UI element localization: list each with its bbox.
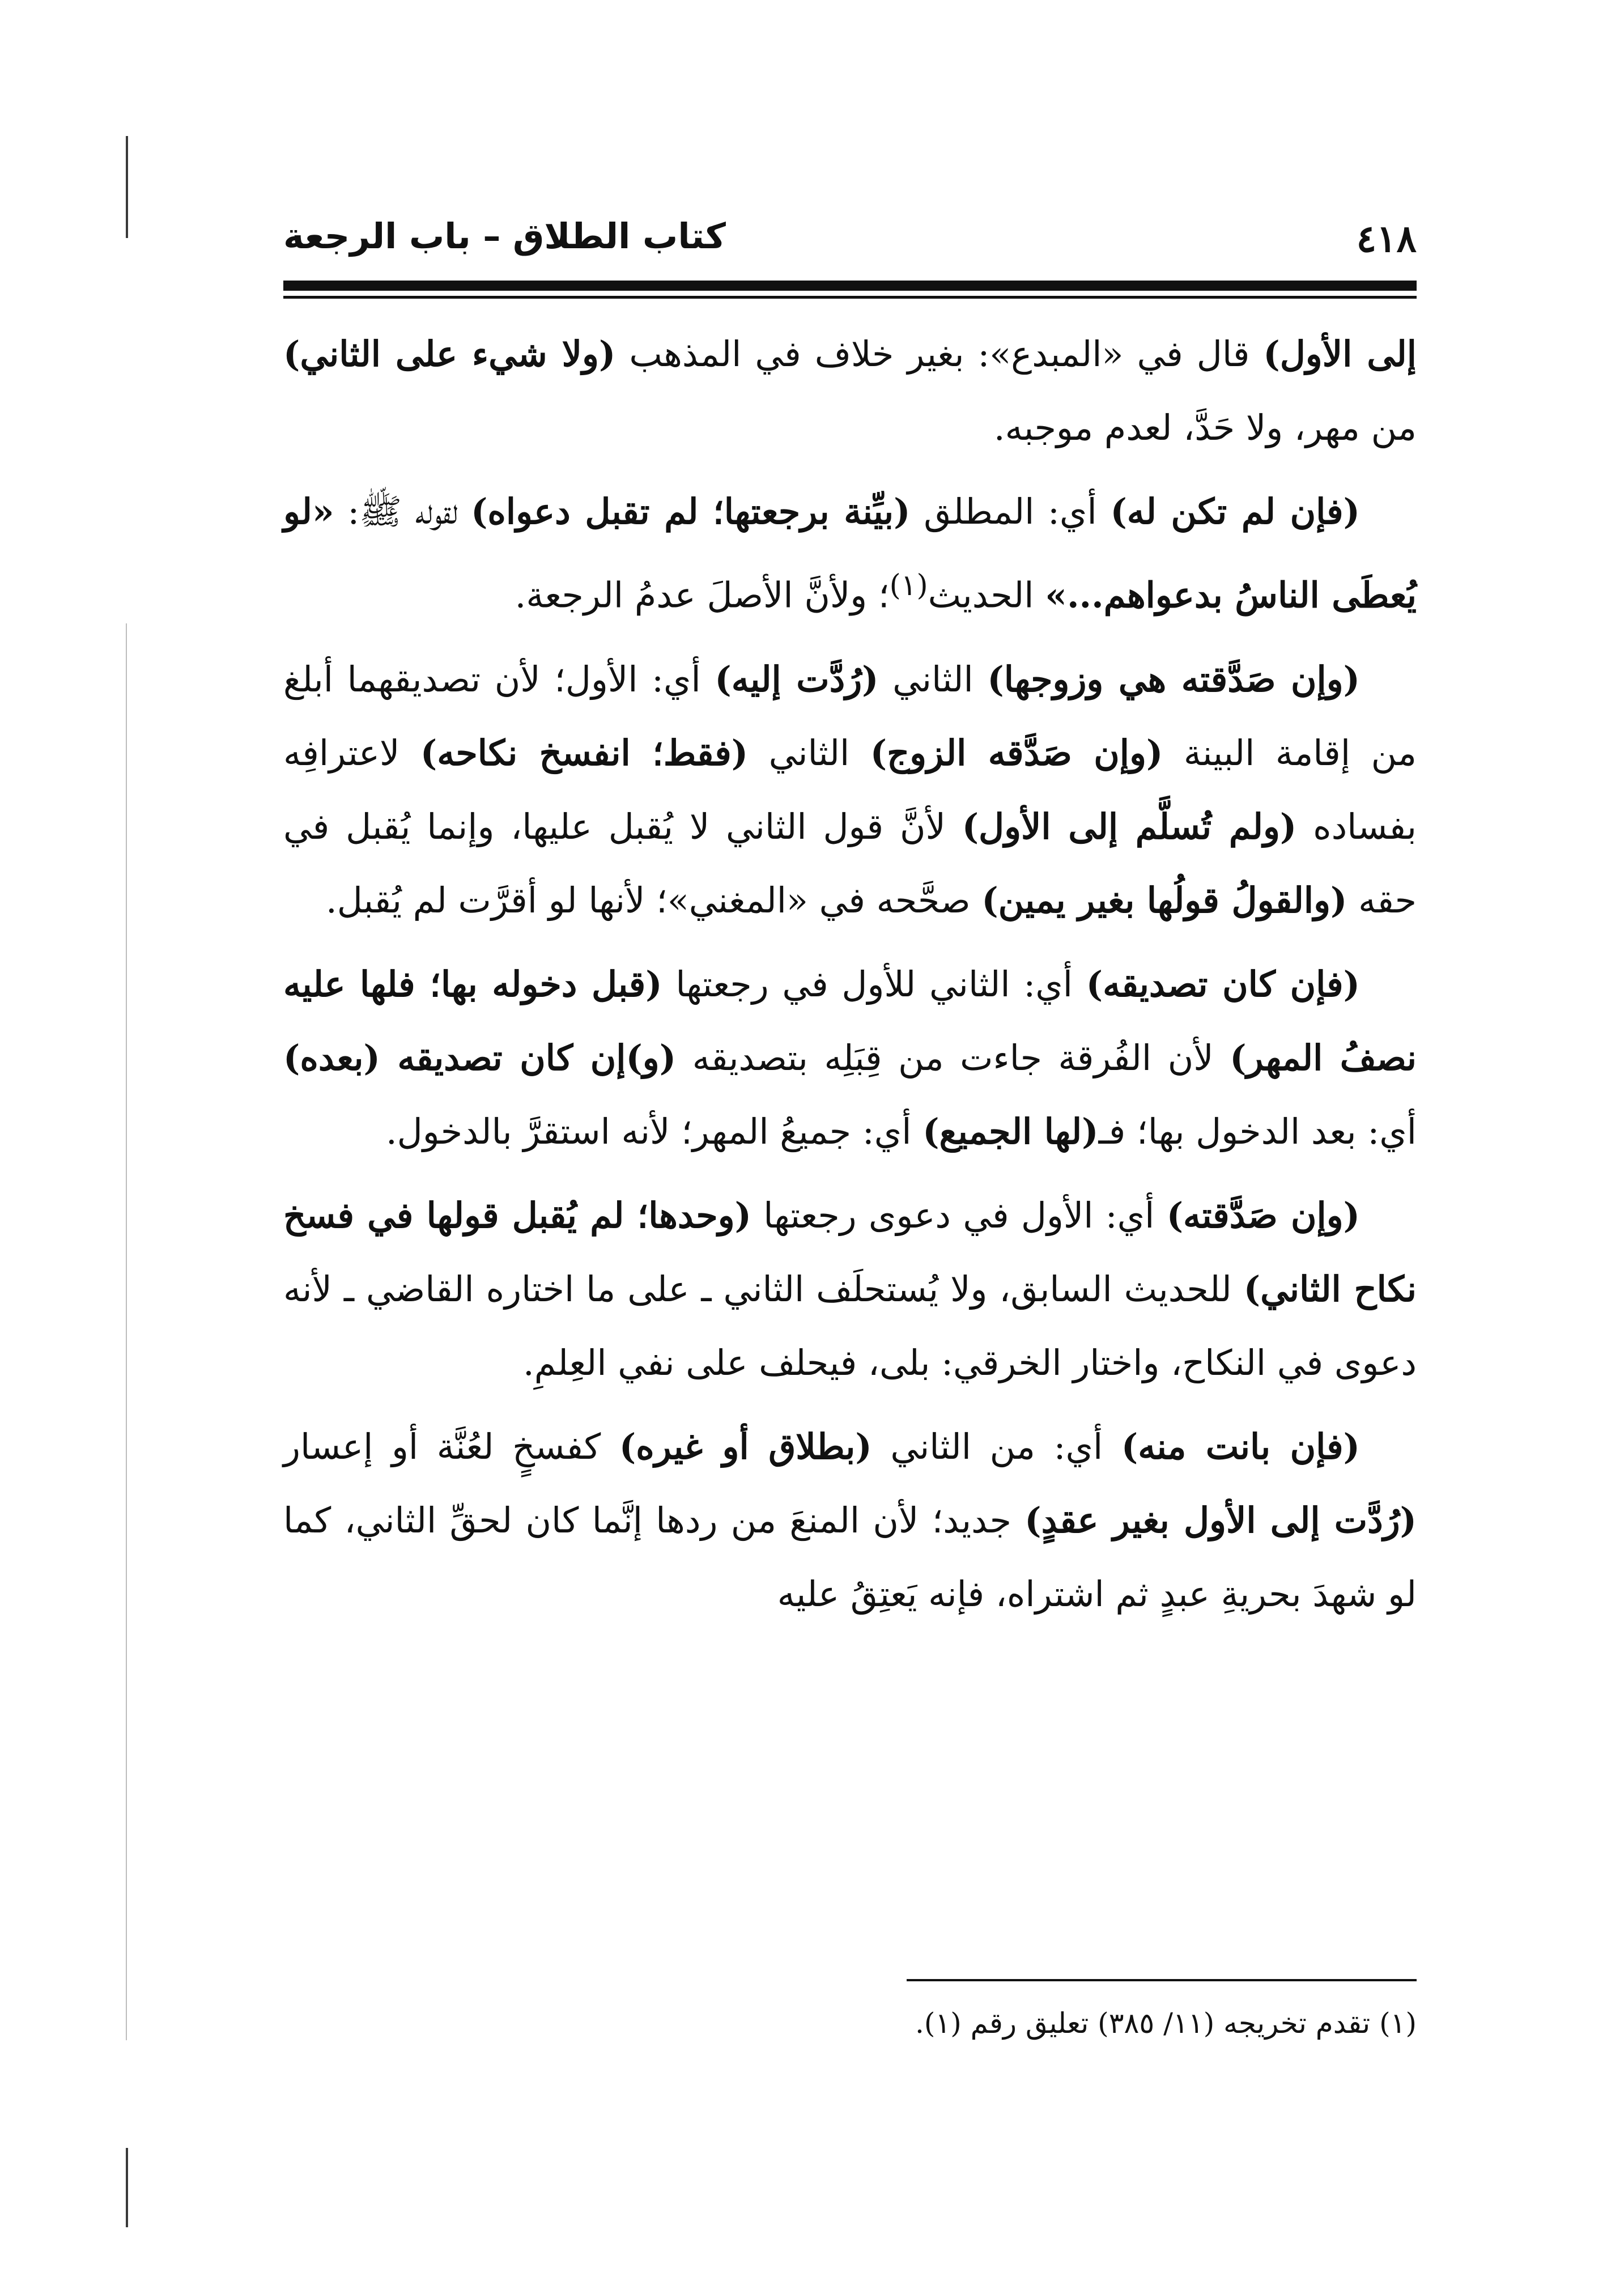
margin-line-bottom: [126, 2148, 128, 2227]
bold-span: (و)إن كان تصديقه (بعده): [283, 1037, 677, 1078]
bold-span: (وإن صَدَّقته): [1166, 1194, 1361, 1236]
paragraph-5: [283, 1179, 1417, 1400]
text-span: أي: الثاني للأول في رجعتها: [662, 963, 1086, 1005]
header-rule-thin: [283, 296, 1417, 299]
text-span: الحديث: [928, 574, 1045, 616]
main-text: [283, 317, 1417, 1641]
bold-span: (قبل دخوله بها؛ فلها عليه نصفُ المهر): [283, 963, 1417, 1078]
bold-span: (بطلاق أو غيره): [619, 1425, 872, 1467]
page-header: [283, 210, 1417, 272]
text-span: لأنَّ قول الثاني لا يُقبل عليها، وإنما يُقبل في حقه: [283, 805, 1417, 921]
text-span: صحَّحه في «المغني»؛ لأنها لو أقرَّت لم يُقبل.: [325, 879, 982, 921]
footnote-separator: [907, 1979, 1417, 1981]
bold-span: (ولم تُسلَّم إلى الأول): [962, 805, 1297, 847]
bold-span: (لها الجميع): [922, 1110, 1099, 1152]
text-span: لاعترافِه بفساده: [283, 732, 1417, 847]
bold-span: (وإن صَدَّقه الزوج): [870, 732, 1163, 774]
bold-span: (بيِّنة برجعتها؛ لم تقبل دعواه): [471, 491, 911, 532]
text-span: لقوله ﷺ:: [334, 491, 471, 532]
page-number: ٤١٨: [1356, 216, 1417, 261]
header-rule-thick: [283, 281, 1417, 291]
bold-span: (والقولُ قولُها بغير يمين): [981, 879, 1347, 921]
paragraph-3: [283, 643, 1417, 937]
text-span: من مهر، ولا حَدَّ، لعدم موجبه.: [993, 407, 1417, 448]
bold-span: (رُدَّت إليه): [715, 658, 879, 700]
margin-line-top: [126, 136, 128, 238]
text-span: أي: من الثاني: [871, 1425, 1121, 1467]
bold-span: إلى الأول): [1263, 333, 1417, 375]
text-span: أي: الأول في دعوى رجعتها: [751, 1194, 1167, 1236]
text-span: جديد؛ لأن المنعَ من ردها إنَّما كان لحقِّ الثاني، كما لو شهدَ بحريةِ عبدٍ ثم اشتراه، فإنه يَعتِقُ عليه: [283, 1499, 1417, 1615]
text-span: كفسخٍ لعُنَّة أو إعسار: [283, 1425, 619, 1467]
text-span: أي: جميعُ المهر؛ لأنه استقرَّ بالدخول.: [385, 1110, 923, 1152]
text-span: ؛ ولأنَّ الأصلَ عدمُ الرجعة.: [515, 574, 890, 616]
text-span: للحديث السابق، ولا يُستحلَف الثاني ـ على ما اختاره القاضي ـ لأنه دعوى في النكاح، واختار الخرقي: بلى، فيحلف على نفي العِلمِ.: [283, 1268, 1417, 1383]
text-span: الثاني: [748, 732, 870, 774]
text-span: قال في «المبدع»: بغير خلاف في المذهب: [615, 333, 1264, 375]
paragraph-4: [283, 948, 1417, 1169]
text-span: لأن الفُرقة جاءت من قِبَلِه بتصديقه: [676, 1037, 1230, 1078]
paragraph-2: [283, 475, 1417, 632]
footnote-reference: (١): [889, 568, 928, 602]
bold-span: (فقط؛ انفسخ نكاحه): [420, 732, 749, 774]
paragraph-6: [283, 1410, 1417, 1631]
running-title: كتاب الطلاق – باب الرجعة: [283, 215, 726, 257]
margin-line-middle: [126, 623, 127, 2040]
text-span: الثاني: [878, 658, 988, 700]
bold-span: (فإن كان تصديقه): [1086, 963, 1361, 1005]
bold-span: (وحدها؛ لم يُقبل قولها في فسخ نكاح الثاني): [283, 1194, 1417, 1310]
bold-span: (فإن بانت منه): [1121, 1425, 1361, 1467]
bold-span: (ولا شيء على الثاني): [283, 333, 616, 375]
text-span: أي: بعد الدخول بها؛ فـ: [1098, 1110, 1417, 1152]
footnote: (١) تقدم تخريجه (١١/ ٣٨٥) تعليق رقم (١).: [915, 2007, 1417, 2040]
text-span: أي: الأول؛ لأن تصديقهما أبلغ من إقامة البينة: [283, 658, 1417, 774]
paragraph-1: [283, 317, 1417, 465]
text-span: أي: المطلق: [910, 491, 1111, 532]
bold-span: «لو يُعطَى الناسُ بدعواهم...»: [283, 491, 1417, 616]
bold-span: (رُدَّت إلى الأول بغير عقدٍ): [1024, 1499, 1417, 1541]
bold-span: (وإن صَدَّقته هي وزوجها): [987, 658, 1360, 700]
bold-span: (فإن لم تكن له): [1110, 491, 1360, 532]
